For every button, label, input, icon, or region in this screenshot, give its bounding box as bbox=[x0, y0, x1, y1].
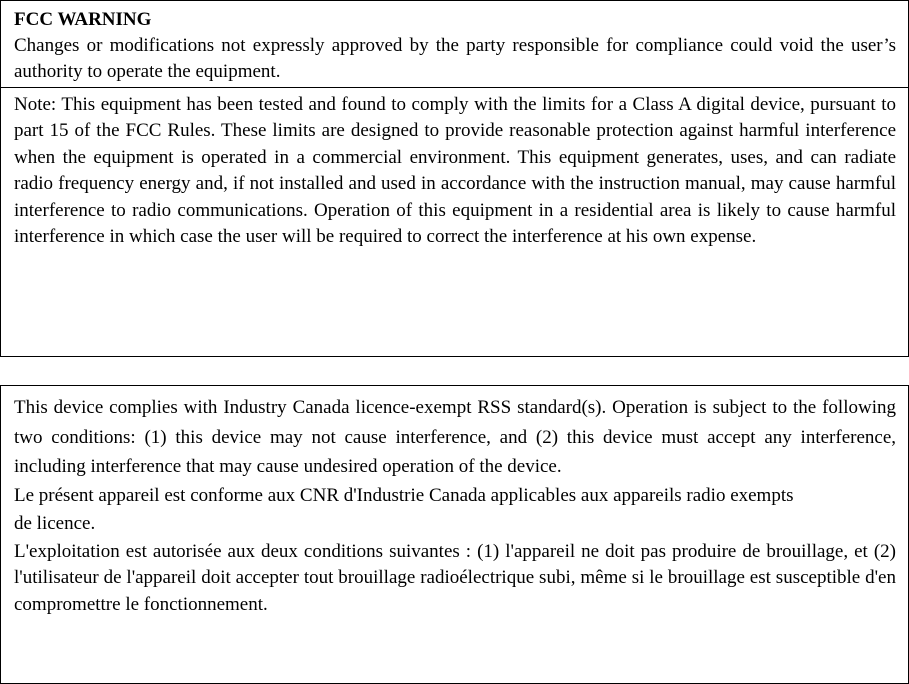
fcc-note-text: This equipment has been tested and found to comply with the limits for a Class A digital device, pursuant to part 15 of the FCC Rules. These limits are designed to provide reasonable protection against harmful interference when the equipment is operated in a commercial environment. This equipment generates, uses, and can radiate radio frequency energy and, if not installed and used in accordance with the instruction manual, may cause harmful interference to radio communications. Operation of this equipment in a residential area is likely to cause harmful interference in which case the user will be required to correct the interference at his own expense. bbox=[14, 94, 896, 248]
fcc-note-label: Note: bbox=[14, 94, 57, 115]
fcc-warning-text: Changes or modifications not expressly approved by the party responsible for compliance could void the user’s authority to operate the equipment. bbox=[14, 35, 896, 82]
fcc-warning-title: FCC WARNING bbox=[14, 9, 152, 30]
industry-canada-english-text: This device complies with Industry Canada licence-exempt RSS standard(s). Operation is subject to the following two conditions: (1) this device may not cause interference, and (2) this device must accept any interference, including interference that may cause undesired operation of the device. bbox=[14, 397, 896, 477]
industry-canada-box bbox=[0, 385, 909, 684]
industry-canada-content bbox=[1, 386, 908, 618]
fcc-note-paragraph bbox=[1, 88, 908, 250]
industry-canada-french-text-1: Le présent appareil est conforme aux CNR d'Industrie Canada applicables aux appareils radio exempts de licence. bbox=[14, 484, 794, 534]
fcc-warning-header-section bbox=[1, 1, 908, 88]
industry-canada-french-text-2: L'exploitation est autorisée aux deux conditions suivantes : (1) l'appareil ne doit pas produire de brouillage, et (2) l'utilisateur de l'appareil doit accepter tout brouillage radioélectrique subi, même si le brouillage est susceptible d'en compromettre le fonctionnement. bbox=[14, 540, 896, 615]
